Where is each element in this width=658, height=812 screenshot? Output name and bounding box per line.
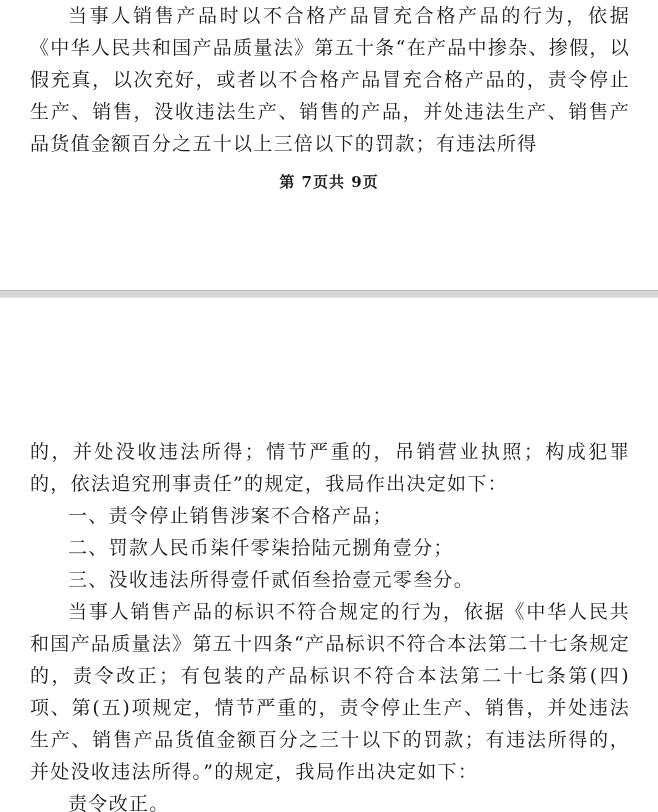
decision-item-1: 一、责令停止销售涉案不合格产品； [68, 505, 393, 527]
decision-correction: 责令改正。 [68, 793, 170, 812]
page-separator [0, 290, 658, 298]
page-8-body [30, 436, 630, 812]
paragraph-article-50: 当事人销售产品时以不合格产品冒充合格产品的行为，依据《中华人民共和国产品质量法》第五十条“在产品中掺杂、掺假，以假充真，以次充好，或者以不合格产品冒充合格产品的，责令停止生产、销售，没收违法生产、销售的产品，并处违法生产、销售产品货值金额百分之五十以上三倍以下的罚款；有违法所得 [30, 5, 630, 155]
paragraph-continuation: 的，并处没收违法所得；情节严重的，吊销营业执照；构成犯罪的，依法追究刑事责任”的规定，我局作出决定如下： [30, 441, 630, 495]
decision-item-3: 三、没收违法所得壹仟贰佰叁拾壹元零叁分。 [68, 569, 475, 591]
decision-item-2: 二、罚款人民币柒仟零柒拾陆元捌角壹分； [68, 537, 454, 559]
document-page-7 [0, 0, 658, 290]
paragraph-article-54: 当事人销售产品的标识不符合规定的行为，依据《中华人民共和国产品质量法》第五十四条“产品标识不符合本法第二十七条规定的，责令改正；有包装的产品标识不符合本法第二十七条第(四)项、第(五)项规定，情节严重的，责令停止生产、销售，并处违法生产、销售产品货值金额百分之三十以下的罚款；有违法所得的，并处没收违法所得。”的规定，我局作出决定如下： [30, 601, 630, 783]
page-footer: 第 7页共 9页 [279, 173, 379, 191]
document-page-8 [0, 298, 658, 812]
page-7-body [30, 0, 630, 160]
